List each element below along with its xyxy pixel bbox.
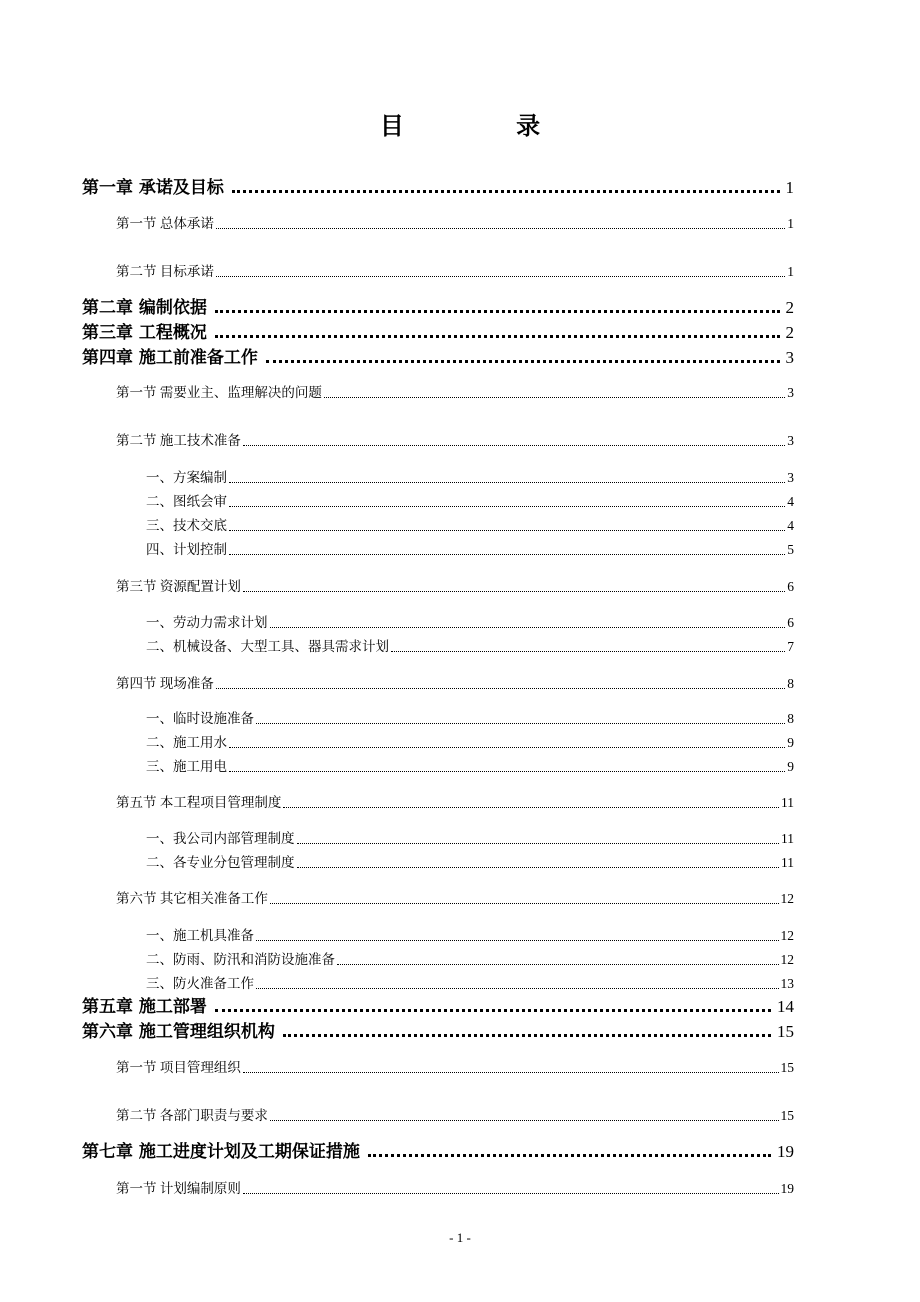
toc-subsection[interactable]: [146, 614, 794, 632]
toc-section[interactable]: [116, 675, 794, 693]
toc-page: 11: [781, 795, 794, 810]
toc-leader: [243, 1072, 779, 1073]
toc-subsection[interactable]: [146, 734, 794, 752]
toc-page: 15: [780, 1108, 794, 1123]
toc-section[interactable]: [116, 578, 794, 596]
toc-label: 第五节 本工程项目管理制度: [116, 795, 282, 810]
toc-section[interactable]: [116, 890, 794, 908]
toc-label: 二、机械设备、大型工具、器具需求计划: [146, 639, 389, 655]
toc-page: 6: [787, 615, 794, 630]
toc-subsection[interactable]: [146, 854, 794, 872]
toc-label: 第四章 施工前准备工作: [82, 348, 258, 368]
toc-leader: [243, 445, 785, 446]
toc-section[interactable]: [116, 794, 794, 812]
toc-subsection[interactable]: [146, 927, 794, 945]
toc-page: 4: [787, 518, 794, 533]
toc-leader: [243, 1193, 779, 1194]
toc-page: 9: [787, 759, 794, 774]
toc-section[interactable]: [116, 1059, 794, 1077]
toc-chapter[interactable]: [82, 1021, 794, 1043]
toc-page: 1: [787, 264, 794, 279]
toc-page: 9: [787, 735, 794, 750]
toc-page: 4: [787, 494, 794, 509]
toc-label: 第五章 施工部署: [82, 997, 207, 1017]
toc-leader: [229, 747, 785, 748]
toc-page: 15: [777, 1022, 794, 1041]
toc-leader: [229, 530, 785, 531]
toc-leader: [337, 964, 779, 965]
toc-leader: [368, 1154, 771, 1157]
toc-page: 15: [780, 1060, 794, 1075]
toc-page: 6: [787, 579, 794, 594]
toc-leader: [270, 627, 786, 628]
toc-page: 11: [781, 831, 794, 846]
toc-label: 三、防火准备工作: [146, 976, 254, 992]
toc-page: 1: [787, 216, 794, 231]
toc-label: 二、各专业分包管理制度: [146, 855, 295, 871]
toc-leader: [216, 228, 785, 229]
toc-leader: [270, 903, 779, 904]
toc-label: 第六节 其它相关准备工作: [116, 891, 268, 906]
toc-subsection[interactable]: [146, 541, 794, 559]
toc-leader: [391, 651, 785, 652]
toc-page: 19: [777, 1142, 794, 1161]
toc-page: 19: [780, 1181, 794, 1196]
toc-leader: [297, 843, 780, 844]
toc-label: 第三章 工程概况: [82, 323, 207, 343]
toc-section[interactable]: [116, 384, 794, 402]
toc-leader: [270, 1120, 779, 1121]
toc-label: 一、方案编制: [146, 470, 227, 486]
toc-leader: [297, 867, 780, 868]
toc-leader: [215, 335, 780, 338]
toc-leader: [243, 591, 785, 592]
toc-page: 8: [787, 676, 794, 691]
toc-label: 一、施工机具准备: [146, 928, 254, 944]
toc-page: 2: [785, 323, 794, 342]
toc-leader: [229, 506, 785, 507]
toc-label: 第一节 总体承诺: [116, 216, 214, 231]
toc-label: 二、防雨、防汛和消防设施准备: [146, 952, 335, 968]
toc-subsection[interactable]: [146, 830, 794, 848]
toc-section[interactable]: [116, 215, 794, 233]
toc-page: 1: [785, 178, 794, 197]
toc-label: 一、我公司内部管理制度: [146, 831, 295, 847]
toc-label: 二、施工用水: [146, 735, 227, 751]
toc-label: 第六章 施工管理组织机构: [82, 1022, 275, 1042]
toc-page: 5: [787, 542, 794, 557]
toc-leader: [232, 190, 780, 193]
toc-subsection[interactable]: [146, 975, 794, 993]
toc-leader: [256, 940, 779, 941]
toc-leader: [256, 988, 779, 989]
page-title: 目 录: [379, 112, 593, 140]
toc-subsection[interactable]: [146, 710, 794, 728]
toc-leader: [283, 1034, 771, 1037]
toc-chapter[interactable]: [82, 297, 794, 319]
toc-label: 一、劳动力需求计划: [146, 615, 268, 631]
toc-section[interactable]: [116, 263, 794, 281]
toc-label: 第七章 施工进度计划及工期保证措施: [82, 1142, 360, 1162]
toc-subsection[interactable]: [146, 638, 794, 656]
toc-page: 13: [780, 976, 794, 991]
toc-subsection[interactable]: [146, 517, 794, 535]
toc-page: 7: [787, 639, 794, 654]
toc-page: 2: [785, 298, 794, 317]
toc-leader: [215, 310, 780, 313]
toc-page: 14: [777, 997, 794, 1016]
toc-page: 3: [787, 433, 794, 448]
toc-leader: [229, 482, 785, 483]
toc-leader: [266, 360, 780, 363]
toc-leader: [215, 1009, 771, 1012]
toc-page: 8: [787, 711, 794, 726]
toc-label: 第三节 资源配置计划: [116, 579, 241, 594]
toc-label: 第一节 计划编制原则: [116, 1181, 241, 1196]
toc-page: 3: [785, 348, 794, 367]
toc-leader: [283, 807, 779, 808]
toc-chapter[interactable]: [82, 996, 794, 1018]
toc-label: 第一节 需要业主、监理解决的问题: [116, 385, 322, 400]
toc-label: 第二章 编制依据: [82, 298, 207, 318]
toc-leader: [216, 688, 785, 689]
toc-section[interactable]: [116, 1107, 794, 1125]
toc-chapter[interactable]: [82, 347, 794, 369]
toc-label: 第四节 现场准备: [116, 676, 214, 691]
toc-leader: [216, 276, 785, 277]
toc-subsection[interactable]: [146, 951, 794, 969]
toc-chapter[interactable]: [82, 177, 794, 199]
toc-page: 12: [780, 928, 794, 943]
toc-chapter[interactable]: [82, 1141, 794, 1163]
toc-label: 第二节 施工技术准备: [116, 433, 241, 448]
toc-leader: [256, 723, 785, 724]
toc-page: 3: [787, 470, 794, 485]
toc-page: 3: [787, 385, 794, 400]
toc-subsection[interactable]: [146, 758, 794, 776]
page-number: - 1 -: [449, 1230, 471, 1245]
toc-label: 一、临时设施准备: [146, 711, 254, 727]
toc-page: 11: [781, 855, 794, 870]
toc-label: 三、技术交底: [146, 518, 227, 534]
toc-label: 第一节 项目管理组织: [116, 1060, 241, 1075]
toc-page: 12: [780, 952, 794, 967]
toc-section[interactable]: [116, 1180, 794, 1198]
toc-label: 二、图纸会审: [146, 494, 227, 510]
toc-label: 第一章 承诺及目标: [82, 178, 224, 198]
toc-subsection[interactable]: [146, 493, 794, 511]
toc-leader: [324, 397, 785, 398]
toc-page: 12: [780, 891, 794, 906]
toc-label: 第二节 各部门职责与要求: [116, 1108, 268, 1123]
toc-section[interactable]: [116, 432, 794, 450]
toc-label: 第二节 目标承诺: [116, 264, 214, 279]
toc-leader: [229, 771, 785, 772]
toc-subsection[interactable]: [146, 469, 794, 487]
toc-label: 三、施工用电: [146, 759, 227, 775]
toc-leader: [229, 554, 785, 555]
toc-chapter[interactable]: [82, 322, 794, 344]
toc-label: 四、计划控制: [146, 542, 227, 558]
